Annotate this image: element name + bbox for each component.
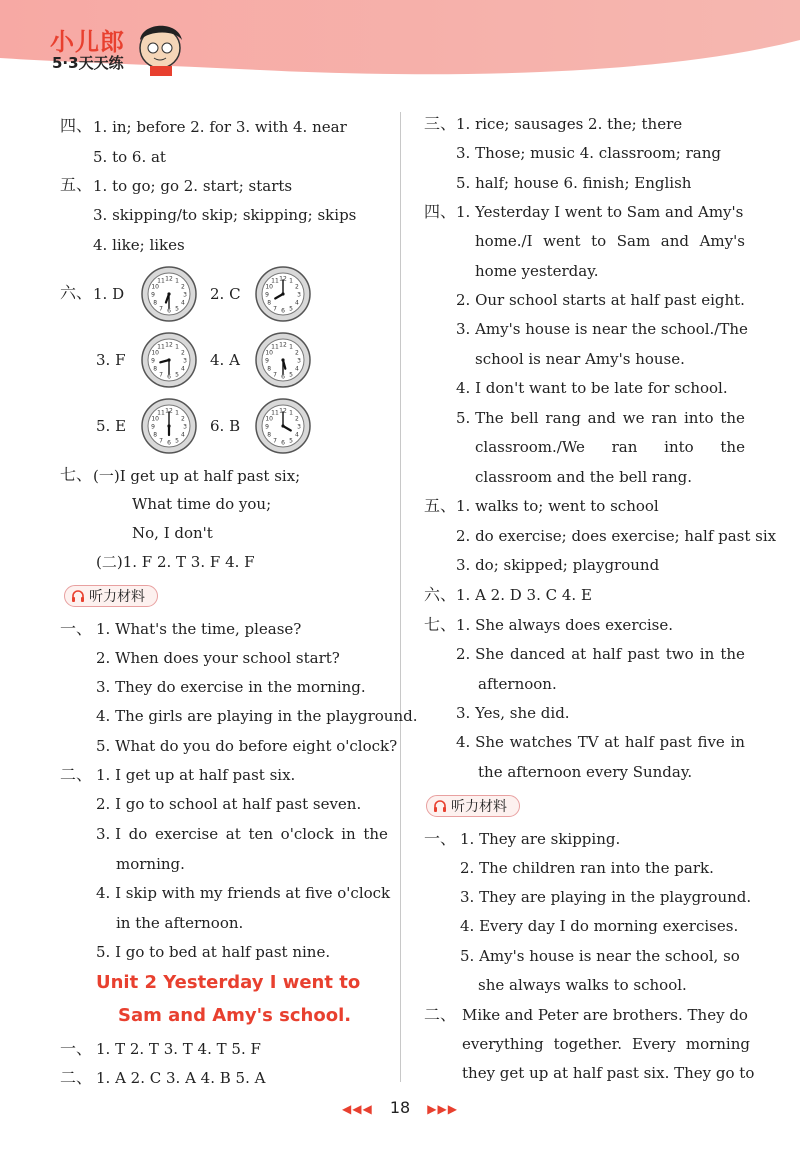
- clock-numeral: 8: [267, 299, 272, 307]
- clock-numeral: 5: [175, 371, 179, 379]
- clock-icon: [140, 331, 198, 389]
- section-label-r-l1: 一、: [424, 829, 457, 848]
- listening-line: 4. I skip with my friends at five o'clock: [96, 884, 391, 902]
- listening-line: 4. The girls are playing in the playground.: [96, 707, 418, 725]
- listening-line: 3. I do exercise at ten o'clock in the: [96, 825, 388, 843]
- clock-numeral: 12: [165, 341, 173, 349]
- clock-numeral: 9: [151, 291, 155, 299]
- clock-numeral: 2: [294, 415, 299, 423]
- clock-answer: 3. F: [96, 351, 126, 369]
- listening-line: Mike and Peter are brothers. They do: [462, 1006, 748, 1024]
- clock-numeral: 12: [279, 275, 287, 283]
- answer-line: 1. rice; sausages 2. the; there: [456, 115, 683, 133]
- answer-line: classroom and the bell rang.: [475, 468, 693, 486]
- answer-line: 4. I don't want to be late for school.: [456, 379, 728, 397]
- clock-numeral: 3: [183, 423, 187, 431]
- clock-numeral: 1: [175, 277, 179, 285]
- answer-line: 1. A 2. D 3. C 4. E: [456, 586, 592, 604]
- clock-numeral: 8: [153, 365, 158, 373]
- clock-numeral: 6: [167, 373, 171, 381]
- clock-numeral: 1: [289, 277, 293, 285]
- listening-line: everything together. Every morning: [462, 1035, 750, 1053]
- clock-numeral: 5: [175, 305, 179, 313]
- clock-numeral: 5: [289, 437, 293, 445]
- clock-numeral: 4: [180, 365, 185, 373]
- listening-line: 2. I go to school at half past seven.: [96, 795, 362, 813]
- page-number: 18: [389, 1098, 411, 1117]
- answer-line: 1. A 2. C 3. A 4. B 5. A: [96, 1069, 266, 1087]
- clock-numeral: 1: [175, 409, 179, 417]
- answer-line: 4. like; likes: [93, 236, 185, 254]
- clock-numeral: 1: [175, 343, 179, 351]
- answer-line: 3. Those; music 4. classroom; rang: [456, 144, 721, 162]
- clock-numeral: 7: [273, 437, 277, 445]
- clock-center: [281, 292, 284, 295]
- column-divider: [400, 112, 401, 1082]
- answer-line: 1. Yesterday I went to Sam and Amy's: [456, 203, 744, 221]
- listening-line: 1. They are skipping.: [460, 830, 621, 848]
- clock-numeral: 4: [294, 431, 299, 439]
- clock-numeral: 12: [279, 407, 287, 415]
- clock-icon: [254, 265, 312, 323]
- section-label-l1: 一、: [60, 619, 93, 638]
- listening-line: 1. I get up at half past six.: [96, 766, 296, 784]
- clock-answer: 2. C: [210, 285, 241, 303]
- clock-numeral: 2: [294, 349, 299, 357]
- listening-line: they get up at half past six. They go to: [462, 1064, 755, 1082]
- clock-numeral: 11: [157, 343, 165, 351]
- clock-numeral: 2: [180, 415, 185, 423]
- listening-label: 听力材料: [89, 589, 145, 605]
- clock-answer: 5. E: [96, 417, 127, 435]
- logo-subtitle: 5·3天天练: [52, 54, 124, 72]
- listening-material-badge: [64, 585, 158, 607]
- clock-numeral: 7: [273, 305, 277, 313]
- clock-numeral: 8: [153, 431, 158, 439]
- answer-line: 2. do exercise; does exercise; half past six: [456, 527, 777, 545]
- clock-center: [167, 358, 170, 361]
- headphones-icon: [71, 589, 85, 603]
- clock-numeral: 9: [265, 291, 269, 299]
- answer-line: 1. to go; go 2. start; starts: [93, 177, 293, 195]
- answer-line: 3. skipping/to skip; skipping; skips: [93, 206, 357, 224]
- clock-icon: [254, 397, 312, 455]
- clock-numeral: 11: [157, 409, 165, 417]
- listening-line: morning.: [116, 855, 185, 873]
- clock-numeral: 3: [297, 357, 301, 365]
- clock-answer: 6. B: [210, 417, 241, 435]
- clock-numeral: 12: [165, 407, 173, 415]
- clock-numeral: 9: [265, 357, 269, 365]
- page-number-bar: [0, 1098, 800, 1117]
- listening-line: 1. What's the time, please?: [96, 620, 302, 638]
- answer-line: afternoon.: [478, 675, 557, 693]
- section-label-r-l2: 二、: [424, 1005, 457, 1024]
- clock-numeral: 10: [151, 283, 159, 291]
- clock-center: [167, 292, 170, 295]
- answer-line: 4. She watches TV at half past five in: [456, 733, 745, 751]
- clock-numeral: 1: [289, 409, 293, 417]
- answer-line: 5. The bell rang and we ran into the: [456, 409, 745, 427]
- clock-numeral: 8: [267, 365, 272, 373]
- clock-numeral: 3: [297, 291, 301, 299]
- clock-numeral: 4: [294, 299, 299, 307]
- clock-numeral: 6: [281, 373, 285, 381]
- clock-icon: [140, 265, 198, 323]
- section-label-u2: 二、: [60, 1068, 93, 1087]
- answer-line: No, I don't: [132, 524, 213, 542]
- clock-center: [281, 358, 284, 361]
- clock-numeral: 9: [151, 423, 155, 431]
- listening-line: 3. They are playing in the playground.: [460, 888, 752, 906]
- clock-numeral: 3: [183, 357, 187, 365]
- answer-line: home./I went to Sam and Amy's: [475, 232, 745, 250]
- section-label-6: 六、: [60, 283, 93, 302]
- answer-line: 1. She always does exercise.: [456, 616, 674, 634]
- clock-numeral: 4: [180, 431, 185, 439]
- clock-numeral: 10: [265, 415, 273, 423]
- clock-numeral: 10: [151, 415, 159, 423]
- answer-line: What time do you;: [132, 495, 272, 513]
- section-label-r4: 四、: [424, 202, 457, 221]
- clock-numeral: 12: [165, 275, 173, 283]
- clock-numeral: 11: [271, 343, 279, 351]
- listening-line: 2. When does your school start?: [96, 649, 340, 667]
- headphones-icon: [433, 799, 447, 813]
- clock-numeral: 5: [289, 305, 293, 313]
- clock-icon: [254, 331, 312, 389]
- section-label-r7: 七、: [424, 615, 457, 634]
- section-label-4: 四、: [60, 116, 93, 135]
- clock-numeral: 5: [289, 371, 293, 379]
- answer-line: 3. do; skipped; playground: [456, 556, 660, 574]
- clock-numeral: 12: [279, 341, 287, 349]
- listening-line: 4. Every day I do morning exercises.: [460, 917, 739, 935]
- mascot-icon: [140, 26, 182, 76]
- section-label-r6: 六、: [424, 585, 457, 604]
- clock-numeral: 2: [294, 283, 299, 291]
- clock-numeral: 7: [273, 371, 277, 379]
- listening-line: 5. What do you do before eight o'clock?: [96, 737, 398, 755]
- answer-line: the afternoon every Sunday.: [478, 763, 693, 781]
- clock-numeral: 3: [183, 291, 187, 299]
- clock-numeral: 11: [271, 409, 279, 417]
- clock-numeral: 11: [157, 277, 165, 285]
- clock-numeral: 8: [267, 431, 272, 439]
- answer-line: (二)1. F 2. T 3. F 4. F: [96, 553, 255, 571]
- clock-numeral: 1: [289, 343, 293, 351]
- clock-numeral: 4: [294, 365, 299, 373]
- section-label-u1: 一、: [60, 1039, 93, 1058]
- clock-numeral: 6: [281, 439, 285, 447]
- listening-label: 听力材料: [451, 799, 507, 815]
- clock-icon: [140, 397, 198, 455]
- clock-numeral: 6: [167, 307, 171, 315]
- answer-line: (一)I get up at half past six;: [93, 467, 301, 485]
- answer-line: 5. to 6. at: [93, 148, 166, 166]
- unit-title: Unit 2 Yesterday I went to: [96, 972, 361, 993]
- listening-line: 2. The children ran into the park.: [460, 859, 714, 877]
- next-arrows-icon: ▶▶▶: [427, 1102, 458, 1116]
- prev-arrows-icon: ◀◀◀: [342, 1102, 373, 1116]
- clock-answer: 1. D: [93, 285, 125, 303]
- answer-line: school is near Amy's house.: [475, 350, 685, 368]
- clock-numeral: 2: [180, 349, 185, 357]
- clock-numeral: 10: [151, 349, 159, 357]
- listening-line: 5. I go to bed at half past nine.: [96, 943, 331, 961]
- clock-numeral: 9: [151, 357, 155, 365]
- clock-numeral: 6: [281, 307, 285, 315]
- clock-numeral: 9: [265, 423, 269, 431]
- answer-line: home yesterday.: [475, 262, 599, 280]
- answer-line: 2. Our school starts at half past eight.: [456, 291, 745, 309]
- listening-line: 3. They do exercise in the morning.: [96, 678, 366, 696]
- section-label-r5: 五、: [424, 496, 457, 515]
- clock-numeral: 6: [167, 439, 171, 447]
- section-label-l2: 二、: [60, 765, 93, 784]
- answer-line: 5. half; house 6. finish; English: [456, 174, 692, 192]
- clock-numeral: 10: [265, 349, 273, 357]
- logo-title: 小儿郎: [50, 28, 125, 56]
- listening-line: 5. Amy's house is near the school, so: [460, 947, 740, 965]
- answer-line: 1. walks to; went to school: [456, 497, 659, 515]
- section-label-r3: 三、: [424, 114, 457, 133]
- clock-numeral: 7: [159, 305, 163, 313]
- answer-line: 1. T 2. T 3. T 4. T 5. F: [96, 1040, 261, 1058]
- clock-center: [281, 424, 284, 427]
- listening-line: in the afternoon.: [116, 914, 244, 932]
- clock-numeral: 8: [153, 299, 158, 307]
- answer-line: 3. Yes, she did.: [456, 704, 570, 722]
- answer-line: 3. Amy's house is near the school./The: [456, 320, 748, 338]
- answer-line: 1. in; before 2. for 3. with 4. near: [93, 118, 347, 136]
- clock-numeral: 10: [265, 283, 273, 291]
- clock-numeral: 3: [297, 423, 301, 431]
- section-label-7: 七、: [60, 465, 93, 484]
- listening-line: she always walks to school.: [478, 976, 687, 994]
- clock-center: [167, 424, 170, 427]
- clock-answer: 4. A: [210, 351, 240, 369]
- clock-numeral: 11: [271, 277, 279, 285]
- clock-numeral: 5: [175, 437, 179, 445]
- unit-title: Sam and Amy's school.: [118, 1005, 352, 1026]
- clock-numeral: 2: [180, 283, 185, 291]
- clock-numeral: 7: [159, 371, 163, 379]
- answer-line: 2. She danced at half past two in the: [456, 645, 745, 663]
- clock-numeral: 4: [180, 299, 185, 307]
- clock-numeral: 7: [159, 437, 163, 445]
- answer-line: classroom./We ran into the: [475, 438, 745, 456]
- section-label-5: 五、: [60, 175, 93, 194]
- listening-material-badge: [426, 795, 520, 817]
